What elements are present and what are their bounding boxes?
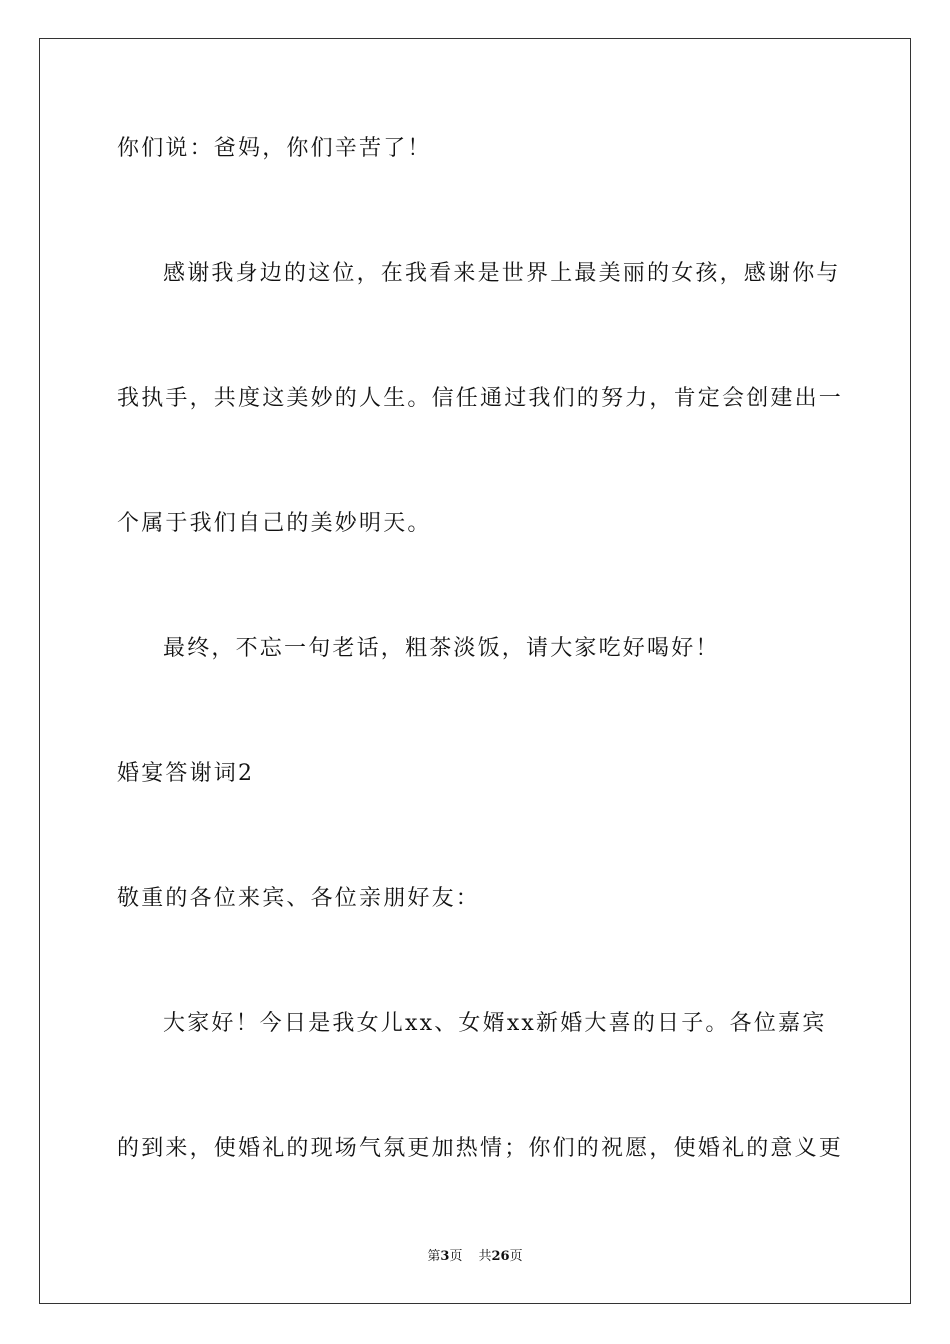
body-text-line: 你们说：爸妈，你们辛苦了！ (117, 136, 432, 161)
total-page-count: 26 (491, 1249, 510, 1264)
body-text-line: 我执手，共度这美妙的人生。信任通过我们的努力，肯定会创建出一 (117, 386, 844, 411)
page-footer (0, 1249, 950, 1265)
body-text-line: 大家好！今日是我女儿xx、女婿xx新婚大喜的日子。各位嘉宾 (163, 1011, 827, 1036)
total-prefix: 共 (478, 1249, 492, 1264)
section-heading: 婚宴答谢词2 (117, 761, 255, 786)
total-suffix: 页 (509, 1249, 523, 1264)
body-text-line: 个属于我们自己的美妙明天。 (117, 511, 432, 536)
current-page-number: 3 (440, 1249, 450, 1264)
page-prefix: 第 (427, 1249, 441, 1264)
body-text-line: 的到来，使婚礼的现场气氛更加热情；你们的祝愿，使婚礼的意义更 (117, 1136, 844, 1161)
body-text-line: 最终，不忘一句老话，粗茶淡饭，请大家吃好喝好！ (163, 636, 720, 661)
page-border (39, 38, 911, 1304)
salutation-line: 敬重的各位来宾、各位亲朋好友： (117, 886, 481, 911)
page-suffix: 页 (449, 1249, 463, 1264)
body-text-line: 感谢我身边的这位，在我看来是世界上最美丽的女孩，感谢你与 (163, 261, 841, 286)
